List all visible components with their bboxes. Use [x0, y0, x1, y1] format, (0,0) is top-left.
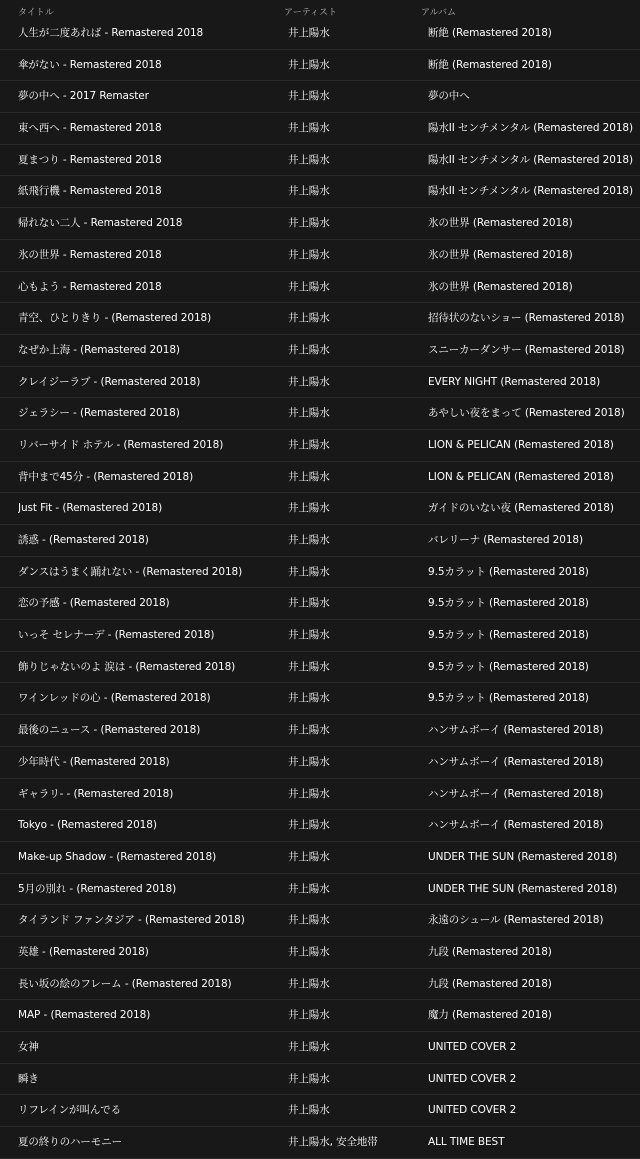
track-row[interactable]: [0, 493, 640, 525]
track-version: - (Remastered 2018): [121, 977, 232, 990]
track-artist[interactable]: 井上陽水: [288, 438, 330, 451]
track-row[interactable]: [0, 620, 640, 652]
track-title-cell[interactable]: [18, 208, 280, 240]
track-artist[interactable]: 井上陽水: [288, 1072, 330, 1085]
track-title-cell[interactable]: [18, 367, 280, 399]
track-row[interactable]: [0, 588, 640, 620]
track-row[interactable]: [0, 810, 640, 842]
track-artist[interactable]: 井上陽水: [288, 312, 330, 325]
track-row[interactable]: [0, 50, 640, 82]
track-version: - (Remastered 2018): [63, 787, 174, 800]
track-version: - Remastered 2018: [59, 58, 162, 71]
track-title: 夏まつり: [18, 153, 60, 166]
track-title: Just Fit: [18, 502, 53, 515]
track-version: - Remastered 2018: [59, 153, 162, 166]
track-title: 青空、ひとりきり: [18, 312, 102, 325]
track-artist[interactable]: 井上陽水: [288, 375, 330, 388]
track-title: MAP: [18, 1009, 41, 1022]
track-title: タイランド ファンタジア: [18, 914, 135, 927]
track-title: ギャラリ-: [18, 787, 64, 800]
track-artist[interactable]: 井上陽水: [288, 27, 330, 39]
track-title-cell[interactable]: [18, 240, 280, 272]
track-title: リバーサイド ホテル: [18, 438, 114, 451]
track-version: - (Remastered 2018): [46, 819, 157, 832]
track-row[interactable]: [0, 113, 640, 145]
track-album[interactable]: 断絶 (Remastered 2018): [428, 58, 552, 71]
track-artist[interactable]: 井上陽水: [288, 660, 330, 673]
track-title-cell[interactable]: [18, 557, 280, 589]
track-row[interactable]: [0, 18, 640, 50]
track-version: - (Remastered 2018): [134, 914, 245, 927]
track-version: - (Remastered 2018): [66, 882, 177, 895]
track-row[interactable]: [0, 1127, 640, 1159]
track-artist[interactable]: 井上陽水: [288, 407, 330, 420]
track-version: - (Remastered 2018): [40, 1009, 151, 1022]
track-row[interactable]: [0, 303, 640, 335]
track-title-cell[interactable]: [18, 715, 280, 747]
track-row[interactable]: [0, 683, 640, 715]
track-album[interactable]: バレリーナ (Remastered 2018): [428, 534, 583, 546]
track-artist[interactable]: 井上陽水: [288, 945, 330, 958]
track-artist[interactable]: 井上陽水: [288, 977, 330, 990]
track-row[interactable]: [0, 557, 640, 589]
track-title-cell[interactable]: [18, 1000, 280, 1032]
track-version: - (Remastered 2018): [104, 629, 215, 642]
track-title-cell[interactable]: [18, 335, 280, 367]
track-title-cell[interactable]: [18, 874, 280, 906]
track-artist[interactable]: 井上陽水: [288, 58, 330, 71]
track-row[interactable]: [0, 1064, 640, 1096]
track-row[interactable]: [0, 398, 640, 430]
track-title-cell[interactable]: [18, 588, 280, 620]
track-album[interactable]: 九段 (Remastered 2018): [428, 977, 552, 990]
track-row[interactable]: [0, 145, 640, 177]
track-title-cell[interactable]: [18, 525, 280, 557]
track-row[interactable]: [0, 715, 640, 747]
track-title-cell[interactable]: [18, 303, 280, 335]
track-title-cell[interactable]: [18, 652, 280, 684]
track-version: - (Remastered 2018): [52, 502, 163, 515]
track-album[interactable]: 魔力 (Remastered 2018): [428, 1009, 552, 1022]
track-album[interactable]: EVERY NIGHT (Remastered 2018): [428, 375, 601, 388]
track-row[interactable]: [0, 176, 640, 208]
track-row[interactable]: [0, 1032, 640, 1064]
track-title-cell[interactable]: [18, 779, 280, 811]
track-album[interactable]: 氷の世界 (Remastered 2018): [428, 280, 573, 293]
track-title: 人生が二度あれば: [18, 27, 102, 39]
track-title: 誘惑: [18, 534, 39, 546]
track-title-cell[interactable]: [18, 1032, 280, 1064]
track-album[interactable]: ハンサムボーイ (Remastered 2018): [428, 724, 604, 737]
track-title-cell[interactable]: [18, 620, 280, 652]
track-album[interactable]: ハンサムボーイ (Remastered 2018): [428, 755, 604, 768]
track-title: 瞬き: [18, 1072, 39, 1085]
track-row[interactable]: [0, 779, 640, 811]
track-title-cell[interactable]: [18, 1127, 280, 1159]
track-artist[interactable]: 井上陽水: [288, 914, 330, 927]
track-row[interactable]: [0, 905, 640, 937]
track-rows: [0, 18, 640, 1159]
track-title: 女神: [18, 1041, 39, 1053]
track-title: なぜか上海: [18, 343, 70, 356]
track-artist[interactable]: 井上陽水: [288, 217, 330, 230]
track-title-cell[interactable]: [18, 969, 280, 1001]
column-header-artist[interactable]: アーティスト: [284, 8, 338, 18]
track-version: - (Remastered 2018): [90, 724, 201, 737]
track-version: - Remastered 2018: [59, 185, 162, 198]
track-title: 背中まで45分: [18, 470, 84, 483]
track-row[interactable]: [0, 747, 640, 779]
track-artist[interactable]: 井上陽水: [288, 153, 330, 166]
track-title: ダンスはうまく踊れない: [18, 565, 133, 578]
track-version: - (Remastered 2018): [83, 470, 194, 483]
track-album[interactable]: 9.5カラット (Remastered 2018): [428, 692, 589, 705]
track-album[interactable]: 9.5カラット (Remastered 2018): [428, 565, 589, 578]
track-title: 紙飛行機: [18, 185, 60, 198]
track-version: - (Remastered 2018): [90, 375, 201, 388]
track-title: 長い坂の絵のフレーム: [18, 977, 122, 990]
track-album[interactable]: UNITED COVER 2: [428, 1072, 517, 1085]
track-artist[interactable]: 井上陽水: [288, 724, 330, 737]
track-album[interactable]: ガイドのいない夜 (Remastered 2018): [428, 502, 614, 515]
track-version: - (Remastered 2018): [101, 312, 212, 325]
track-version: - Remastered 2018: [80, 217, 183, 230]
track-album[interactable]: スニーカーダンサー (Remastered 2018): [428, 343, 625, 356]
track-version: - Remastered 2018: [59, 248, 162, 261]
track-title: リフレインが叫んでる: [18, 1104, 122, 1117]
track-title: 夢の中へ: [18, 90, 60, 103]
track-title: 英雄: [18, 945, 39, 958]
track-title: ワインレッドの心: [18, 692, 101, 705]
track-title: 飾りじゃないのよ 涙は: [18, 660, 126, 673]
column-header-album[interactable]: アルバム: [421, 8, 457, 18]
track-row[interactable]: [0, 81, 640, 113]
track-artist[interactable]: 井上陽水: [288, 597, 330, 610]
track-row[interactable]: [0, 842, 640, 874]
track-title-cell[interactable]: [18, 272, 280, 304]
track-title: 心もよう: [18, 280, 60, 293]
track-artist[interactable]: 井上陽水: [288, 502, 330, 515]
track-version: - Remastered 2018: [59, 122, 162, 135]
track-artist[interactable]: 井上陽水: [288, 755, 330, 768]
track-title-cell[interactable]: [18, 747, 280, 779]
track-album[interactable]: 招待状のないショー (Remastered 2018): [428, 312, 625, 325]
track-title-cell[interactable]: [18, 18, 280, 50]
track-album[interactable]: ハンサムボーイ (Remastered 2018): [428, 819, 604, 832]
track-title: Make-up Shadow: [18, 850, 107, 863]
track-title: Tokyo: [18, 819, 47, 832]
track-version: - (Remastered 2018): [38, 534, 149, 546]
track-artist[interactable]: 井上陽水, 安全地帯: [288, 1136, 378, 1149]
track-row[interactable]: [0, 1095, 640, 1127]
track-version: - (Remastered 2018): [125, 660, 236, 673]
track-album[interactable]: 陽水II センチメンタル (Remastered 2018): [428, 185, 633, 198]
track-album[interactable]: UNDER THE SUN (Remastered 2018): [428, 850, 618, 863]
track-row[interactable]: [0, 208, 640, 240]
track-artist[interactable]: 井上陽水: [288, 629, 330, 642]
track-row[interactable]: [0, 240, 640, 272]
track-title-cell[interactable]: [18, 937, 280, 969]
track-row[interactable]: [0, 1000, 640, 1032]
track-row[interactable]: [0, 874, 640, 906]
track-row[interactable]: [0, 430, 640, 462]
track-title: 東へ西へ: [18, 122, 60, 135]
track-title: 5月の別れ: [18, 882, 67, 895]
track-artist[interactable]: 井上陽水: [288, 1009, 330, 1022]
track-artist[interactable]: 井上陽水: [288, 248, 330, 261]
track-version: - Remastered 2018: [59, 280, 162, 293]
track-album[interactable]: LION & PELICAN (Remastered 2018): [428, 438, 614, 451]
track-title-cell[interactable]: [18, 113, 280, 145]
track-album[interactable]: 9.5カラット (Remastered 2018): [428, 629, 589, 642]
track-row[interactable]: [0, 367, 640, 399]
track-artist[interactable]: 井上陽水: [288, 534, 330, 546]
track-artist[interactable]: 井上陽水: [288, 1041, 330, 1053]
track-artist[interactable]: 井上陽水: [288, 787, 330, 800]
track-row[interactable]: [0, 335, 640, 367]
track-version: - Remastered 2018: [101, 27, 204, 39]
track-title-cell[interactable]: [18, 81, 280, 113]
track-album[interactable]: 陽水II センチメンタル (Remastered 2018): [428, 153, 633, 166]
track-title-cell[interactable]: [18, 398, 280, 430]
track-album[interactable]: 氷の世界 (Remastered 2018): [428, 248, 573, 261]
track-row[interactable]: [0, 462, 640, 494]
track-album[interactable]: 断絶 (Remastered 2018): [428, 27, 552, 39]
track-artist[interactable]: 井上陽水: [288, 692, 330, 705]
track-version: - (Remastered 2018): [132, 565, 243, 578]
track-album[interactable]: 氷の世界 (Remastered 2018): [428, 217, 573, 230]
track-album[interactable]: 9.5カラット (Remastered 2018): [428, 660, 589, 673]
track-row[interactable]: [0, 937, 640, 969]
track-title-cell[interactable]: [18, 462, 280, 494]
track-artist[interactable]: 井上陽水: [288, 470, 330, 483]
track-title: 傘がない: [18, 58, 60, 71]
track-album[interactable]: ALL TIME BEST: [428, 1136, 505, 1149]
track-title-cell[interactable]: [18, 1064, 280, 1096]
track-row[interactable]: [0, 969, 640, 1001]
track-album[interactable]: UNDER THE SUN (Remastered 2018): [428, 882, 618, 895]
track-artist[interactable]: 井上陽水: [288, 1104, 330, 1117]
track-title-cell[interactable]: [18, 145, 280, 177]
track-album[interactable]: ハンサムボーイ (Remastered 2018): [428, 787, 604, 800]
track-title-cell[interactable]: [18, 50, 280, 82]
track-version: - (Remastered 2018): [70, 343, 180, 356]
track-title: ジェラシー: [18, 407, 70, 420]
track-album[interactable]: UNITED COVER 2: [428, 1041, 517, 1053]
track-album[interactable]: LION & PELICAN (Remastered 2018): [428, 470, 614, 483]
track-title-cell[interactable]: [18, 842, 280, 874]
track-title-cell[interactable]: [18, 683, 280, 715]
track-title-cell[interactable]: [18, 1095, 280, 1127]
track-row[interactable]: [0, 525, 640, 557]
track-artist[interactable]: 井上陽水: [288, 343, 330, 356]
track-album[interactable]: 陽水II センチメンタル (Remastered 2018): [428, 122, 633, 135]
track-title: クレイジーラブ: [18, 375, 91, 388]
track-artist[interactable]: 井上陽水: [288, 819, 330, 832]
track-title: いっそ セレナーデ: [18, 629, 105, 642]
track-album[interactable]: 永遠のシュール (Remastered 2018): [428, 914, 604, 927]
track-title-cell[interactable]: [18, 905, 280, 937]
track-title: 夏の終りのハーモニー: [18, 1136, 122, 1149]
track-title-cell[interactable]: [18, 430, 280, 462]
track-album[interactable]: UNITED COVER 2: [428, 1104, 517, 1117]
track-album[interactable]: 九段 (Remastered 2018): [428, 945, 552, 958]
column-header: [0, 0, 640, 18]
track-title-cell[interactable]: [18, 176, 280, 208]
track-version: - (Remastered 2018): [106, 850, 217, 863]
track-artist[interactable]: 井上陽水: [288, 122, 330, 135]
track-artist[interactable]: 井上陽水: [288, 882, 330, 895]
track-row[interactable]: [0, 652, 640, 684]
track-title: 最後のニュース: [18, 724, 91, 737]
track-album[interactable]: あやしい夜をまって (Remastered 2018): [428, 407, 625, 420]
track-version: - (Remastered 2018): [100, 692, 211, 705]
track-artist[interactable]: 井上陽水: [288, 185, 330, 198]
track-artist[interactable]: 井上陽水: [288, 850, 330, 863]
column-header-title[interactable]: タイトル: [18, 8, 54, 18]
track-title-cell[interactable]: [18, 810, 280, 842]
track-version: - (Remastered 2018): [69, 407, 180, 420]
track-title: 帰れない二人: [18, 217, 81, 230]
track-artist[interactable]: 井上陽水: [288, 280, 330, 293]
track-title: 少年時代: [18, 755, 60, 768]
track-album[interactable]: 9.5カラット (Remastered 2018): [428, 597, 589, 610]
track-version: - (Remastered 2018): [59, 597, 170, 610]
track-title-cell[interactable]: [18, 493, 280, 525]
track-artist[interactable]: 井上陽水: [288, 565, 330, 578]
track-version: - (Remastered 2018): [38, 945, 149, 958]
track-title: 氷の世界: [18, 248, 60, 261]
track-row[interactable]: [0, 272, 640, 304]
track-album[interactable]: 夢の中へ: [428, 90, 470, 103]
track-version: - (Remastered 2018): [59, 755, 170, 768]
track-artist[interactable]: 井上陽水: [288, 90, 330, 103]
track-version: - (Remastered 2018): [113, 438, 224, 451]
track-title: 恋の予感: [18, 597, 60, 610]
track-version: - 2017 Remaster: [59, 90, 149, 103]
